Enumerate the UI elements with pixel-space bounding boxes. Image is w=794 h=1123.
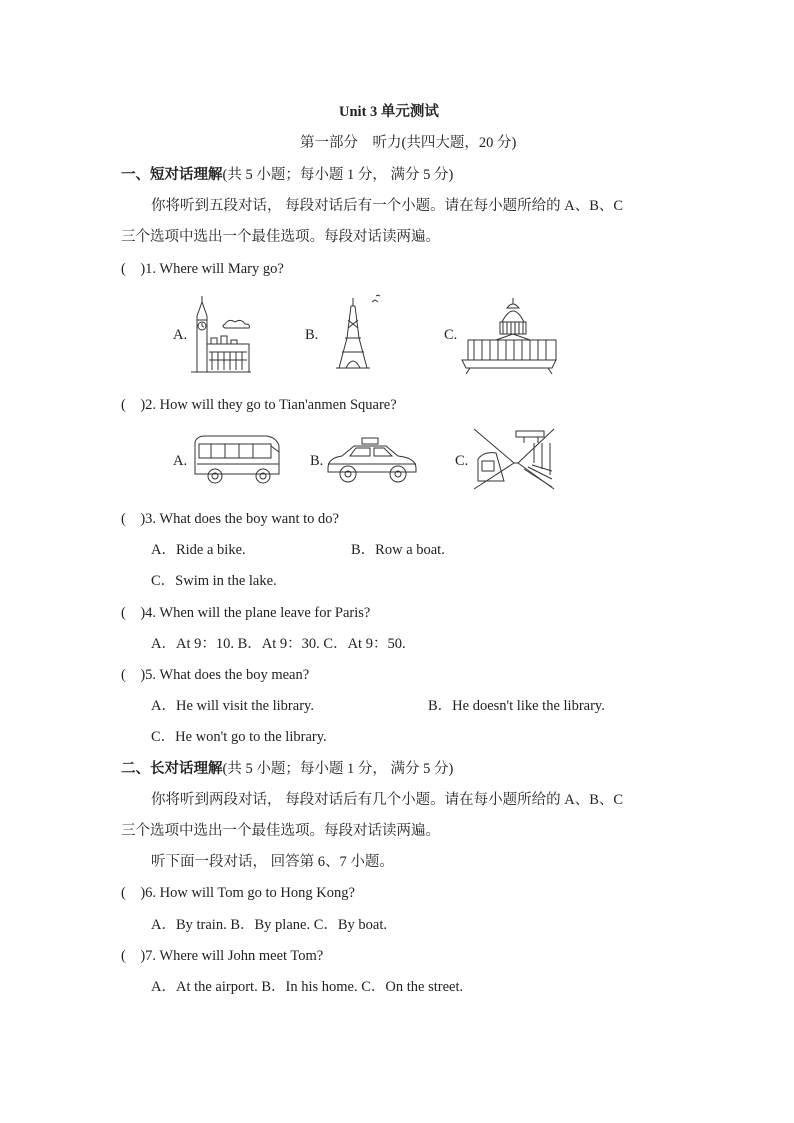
capitol-building-icon [462, 296, 556, 374]
q5-option-b: B．He doesn't like the library. [428, 698, 605, 714]
section1-scoring: (共 5 小题；每小题 1 分， 满分 5 分) [222, 167, 454, 183]
section2-instructions-line2: 三个选项中选出一个最佳选项。每段对话读两遍。 [121, 823, 440, 839]
q1-option-a-image [187, 294, 253, 379]
section1-instructions-line2: 三个选项中选出一个最佳选项。每段对话读两遍。 [121, 229, 440, 245]
q2-option-a-image [191, 434, 283, 491]
q1-option-b-label: B. [305, 327, 319, 343]
question-5: ( )5. What does the boy mean? [121, 667, 310, 683]
q5-option-c: C．He won't go to the library. [151, 729, 327, 745]
q2-option-c-image [474, 429, 554, 496]
q1-option-a-label: A. [173, 327, 188, 343]
section2-heading [121, 759, 453, 779]
bus-icon [191, 434, 283, 486]
big-ben-icon [187, 294, 253, 374]
q4-options: A．At 9：10. B．At 9：30. C．At 9：50. [151, 636, 406, 652]
q1-option-c-image [462, 296, 556, 379]
section2-instructions-line1: 你将听到两段对话， 每段对话后有几个小题。请在每小题所给的 A、B、C [151, 792, 624, 808]
question-2: ( )2. How will they go to Tian'anmen Square? [121, 397, 397, 413]
q3-option-a: A．Ride a bike. [151, 542, 246, 558]
q7-options: A．At the airport. B．In his home. C．On the street. [151, 979, 464, 995]
q2-option-b-image [324, 436, 420, 489]
question-3: ( )3. What does the boy want to do? [121, 511, 339, 527]
q5-option-a: A．He will visit the library. [151, 698, 314, 714]
q1-option-b-image [334, 294, 384, 379]
question-1: ( )1. Where will Mary go? [121, 261, 284, 277]
section1-instructions-line1: 你将听到五段对话， 每段对话后有一个小题。请在每小题所给的 A、B、C [151, 198, 624, 214]
q3-option-c: C．Swim in the lake. [151, 573, 277, 589]
section1-heading [121, 165, 453, 185]
section1-title: 一、短对话理解 [121, 167, 223, 183]
section2-title: 二、长对话理解 [121, 761, 223, 777]
q2-option-c-label: C. [455, 453, 469, 469]
q2-option-b-label: B. [310, 453, 324, 469]
section2-listen-note: 听下面一段对话， 回答第 6、7 小题。 [151, 854, 394, 870]
q1-option-c-label: C. [444, 327, 458, 343]
taxi-icon [324, 436, 420, 484]
q3-option-b: B．Row a boat. [351, 542, 445, 558]
eiffel-tower-icon [334, 294, 384, 374]
q6-options: A．By train. B．By plane. C．By boat. [151, 917, 388, 933]
question-4: ( )4. When will the plane leave for Paris? [121, 605, 371, 621]
question-6: ( )6. How will Tom go to Hong Kong? [121, 885, 355, 901]
subway-train-icon [474, 429, 554, 491]
page-title: Unit 3 单元测试 [339, 104, 439, 120]
q2-option-a-label: A. [173, 453, 188, 469]
section2-scoring: (共 5 小题；每小题 1 分， 满分 5 分) [222, 761, 454, 777]
part-heading: 第一部分 听力(共四大题，20 分) [300, 135, 517, 151]
question-7: ( )7. Where will John meet Tom? [121, 948, 324, 964]
